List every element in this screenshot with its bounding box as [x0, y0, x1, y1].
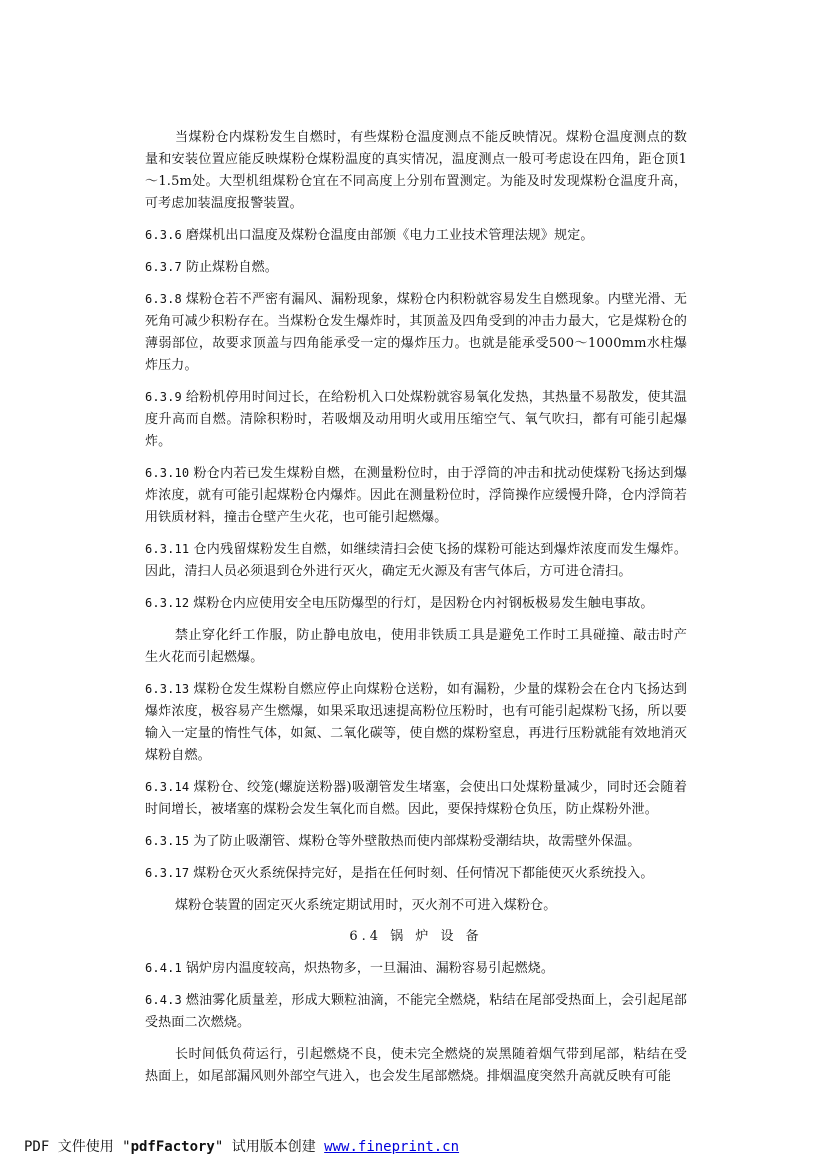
- footer-link[interactable]: www.fineprint.cn: [324, 1139, 460, 1155]
- clause-number: 6.3.11: [145, 542, 190, 556]
- clause-number: 6.3.6: [145, 228, 182, 242]
- paragraph-6-3-9: 6.3.9 给粉机停用时间过长，在给粉机入口处煤粉就容易氧化发热，其热量不易散发，使其温度升高而自燃。清除积粉时，若吸烟及动用明火或用压缩空气、氧气吹扫，都有可能引起爆炸。: [145, 390, 687, 449]
- section-heading: 6.4 锅 炉 设 备: [349, 929, 483, 944]
- clause-number: 6.3.7: [145, 260, 182, 274]
- paragraph-6-3-6: 6.3.6 磨煤机出口温度及煤粉仓温度由部颁《电力工业技术管理法规》规定。: [145, 228, 594, 243]
- clause-number: 6.3.13: [145, 682, 190, 696]
- clause-number: 6.4.1: [145, 961, 182, 975]
- clause-number: 6.3.10: [145, 466, 190, 480]
- paragraph-6-3-14: 6.3.14 煤粉仓、绞笼(螺旋送粉器)吸潮管发生堵塞，会使出口处煤粉量减少，同时还会随着时间增长，被堵塞的煤粉会发生氧化而自燃。因此，要保持煤粉仓负压，防止煤粉外泄。: [145, 780, 687, 817]
- footer-brand: pdfFactory: [130, 1139, 215, 1155]
- paragraph-6-3-13: 6.3.13 煤粉仓发生煤粉自燃应停止向煤粉仓送粉，如有漏粉，少量的煤粉会在仓内飞扬达到爆炸浓度，极容易产生燃爆，如果采取迅速提高粉位压粉时，也有可能引起煤粉飞扬，所以要输入一定量的惰性气体，如氮、二氧化碳等，使自燃的煤粉窒息，再进行压粉就能有效地消灭煤粉自燃。: [145, 682, 687, 763]
- paragraph-6-3-12: 6.3.12 煤粉仓内应使用安全电压防爆型的行灯，是因粉仓内衬钢板极易发生触电事故。: [145, 596, 654, 611]
- paragraph-6-3-7: 6.3.7 防止煤粉自燃。: [145, 260, 278, 275]
- clause-number: 6.3.12: [145, 596, 190, 610]
- paragraph-6-3-11: 6.3.11 仓内残留煤粉发生自燃，如继续清扫会使飞扬的煤粉可能达到爆炸浓度而发生爆炸。因此，清扫人员必须退到仓外进行灭火，确定无火源及有害气体后，方可进仓清扫。: [145, 542, 687, 579]
- clause-number: 6.3.15: [145, 834, 190, 848]
- clause-number: 6.3.9: [145, 390, 182, 404]
- clause-number: 6.3.17: [145, 866, 190, 880]
- clause-number: 6.3.14: [145, 780, 190, 794]
- paragraph: 当煤粉仓内煤粉发生自燃时，有些煤粉仓温度测点不能反映情况。煤粉仓温度测点的数量和安装位置应能反映煤粉仓煤粉温度的真实情况，温度测点一般可考虑设在四角，距仓顶1～1.5m处。大型机组煤粉仓宜在不同高度上分别布置测定。为能及时发现煤粉仓温度升高，可考虑加装温度报警装置。: [145, 130, 687, 211]
- paragraph-group-6-4: [145, 957, 687, 1088]
- paragraph-6-4-3: 6.4.3 燃油雾化质量差，形成大颗粒油滴，不能完全燃烧，粘结在尾部受热面上，会引起尾部受热面二次燃烧。: [145, 993, 687, 1030]
- document-body: [145, 126, 687, 1097]
- paragraph-6-3-10: 6.3.10 粉仓内若已发生煤粉自燃，在测量粉位时，由于浮筒的冲击和扰动使煤粉飞扬达到爆炸浓度，就有可能引起煤粉仓内爆炸。因此在测量粉位时，浮筒操作应缓慢升降，仓内浮筒若用铁质材料，撞击仓壁产生火花，也可能引起燃爆。: [145, 466, 687, 525]
- paragraph-6-3-15: 6.3.15 为了防止吸潮管、煤粉仓等外壁散热而使内部煤粉受潮结块，故需壁外保温。: [145, 834, 641, 849]
- pdf-footer: [24, 1136, 459, 1156]
- paragraph-group-6-3: [145, 126, 687, 917]
- paragraph: 禁止穿化纤工作服，防止静电放电，使用非铁质工具是避免工作时工具碰撞、敲击时产生火花而引起燃爆。: [145, 628, 687, 665]
- clause-number: 6.3.8: [145, 292, 182, 306]
- paragraph-6-3-8: 6.3.8 煤粉仓若不严密有漏风、漏粉现象，煤粉仓内积粉就容易发生自燃现象。内壁光滑、无死角可减少积粉存在。当煤粉仓发生爆炸时，其顶盖及四角受到的冲击力最大，它是煤粉仓的薄弱部位，故要求顶盖与四角能承受一定的爆炸压力。也就是能承受500～1000mm水柱爆炸压力。: [145, 292, 687, 373]
- paragraph-6-4-1: 6.4.1 锅炉房内温度较高，炽热物多，一旦漏油、漏粉容易引起燃烧。: [145, 961, 555, 976]
- footer-middle: " 试用版本创建: [214, 1139, 325, 1155]
- footer-prefix: PDF 文件使用 ": [24, 1139, 131, 1155]
- paragraph: 长时间低负荷运行，引起燃烧不良，使未完全燃烧的炭黑随着烟气带到尾部，粘结在受热面上，如尾部漏风则外部空气进入，也会发生尾部燃烧。排烟温度突然升高就反映有可能: [145, 1047, 687, 1084]
- paragraph-6-3-17: 6.3.17 煤粉仓灭火系统保持完好，是指在任何时刻、任何情况下都能使灭火系统投入。: [145, 866, 654, 881]
- paragraph: 煤粉仓装置的固定灭火系统定期试用时，灭火剂不可进入煤粉仓。: [175, 898, 557, 913]
- clause-number: 6.4.3: [145, 993, 182, 1007]
